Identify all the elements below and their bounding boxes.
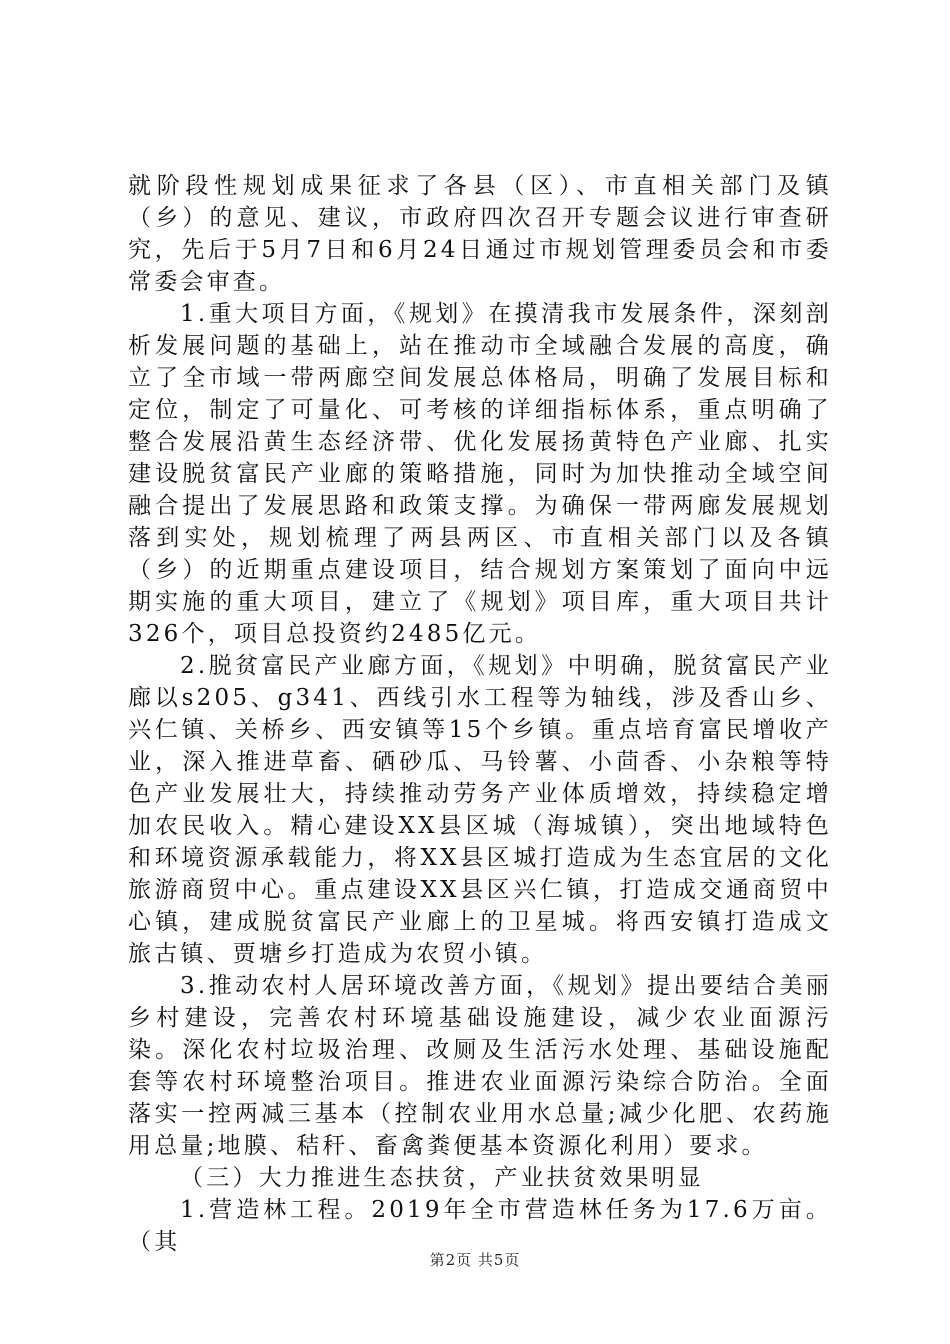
paragraph-afforestation: 1.营造林工程。2019年全市营造林任务为17.6万亩。（其 [128,1197,832,1255]
page-footer [0,1250,950,1270]
section-heading-ecological-poverty: （三）大力推进生态扶贫，产业扶贫效果明显 [180,1165,704,1191]
paragraph-poverty-corridor: 2.脱贫富民产业廊方面，《规划》中明确，脱贫富民产业廊以s205、g341、西线引水工程等为轴线，涉及香山乡、兴仁镇、关桥乡、西安镇等15个乡镇。重点培育富民增收产业，深入推进草畜、硒砂瓜、马铃薯、小茴香、小杂粮等特色产业发展壮大，持续推动劳务产业体质增效，持续稳定增加农民收入。精心建设XX县区城（海城镇），突出地域特色和环境资源承载能力，将XX县区城打造成为生态宜居的文化旅游商贸中心。重点建设XX县区兴仁镇，打造成交通商贸中心镇，建成脱贫富民产业廊上的卫星城。将西安镇打造成文旅古镇、贾塘乡打造成为农贸小镇。 [128,653,832,967]
paragraph-continuation: 就阶段性规划成果征求了各县（区）、市直相关部门及镇（乡）的意见、建议，市政府四次召开专题会议进行审查研究，先后于5月7日和6月24日通过市规划管理委员会和市委常委会审查。 [128,173,832,295]
paragraph-rural-environment: 3.推动农村人居环境改善方面，《规划》提出要结合美丽乡村建设，完善农村环境基础设施建设，减少农业面源污染。深化农村垃圾治理、改厕及生活污水处理、基础设施配套等农村环境整治项目。推进农业面源污染综合防治。全面落实一控两减三基本（控制农业用水总量;减少化肥、农药施用总量;地膜、秸秆、畜禽粪便基本资源化利用）要求。 [128,973,832,1159]
page-indicator: 第2页 共5页 [429,1251,521,1269]
document-body [128,170,832,1258]
paragraph-major-projects: 1.重大项目方面，《规划》在摸清我市发展条件，深刻剖析发展问题的基础上，站在推动市全域融合发展的高度，确立了全市域一带两廊空间发展总体格局，明确了发展目标和定位，制定了可量化、可考核的详细指标体系，重点明确了整合发展沿黄生态经济带、优化发展扬黄特色产业廊、扎实建设脱贫富民产业廊的策略措施，同时为加快推动全域空间融合提出了发展思路和政策支撑。为确保一带两廊发展规划落到实处，规划梳理了两县两区、市直相关部门以及各镇（乡）的近期重点建设项目，结合规划方案策划了面向中远期实施的重大项目，建立了《规划》项目库，重大项目共计326个，项目总投资约2485亿元。 [128,301,832,647]
